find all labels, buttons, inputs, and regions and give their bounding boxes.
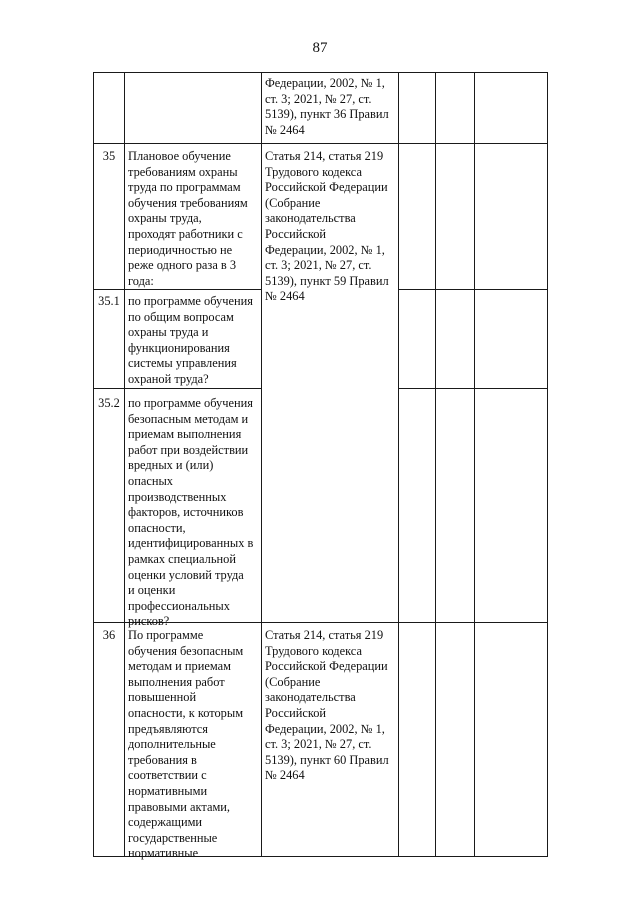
column-divider <box>474 72 475 857</box>
row-divider <box>93 388 261 389</box>
reference-cell: Федерации, 2002, № 1, ст. 3; 2021, № 27, ст. 5139), пункт 36 Правил № 2464 <box>265 76 389 137</box>
row-number: 35 <box>102 149 116 163</box>
question-cell: по программе обучения по общим вопросам охраны труда и функционирования системы управления охраной труда? <box>128 294 253 386</box>
column-divider <box>435 72 436 857</box>
row-number: 36 <box>102 628 116 642</box>
reference-cell: Статья 214, статья 219 Трудового кодекса Российской Федерации (Собрание законодательства Российской Федерации, 2002, № 1, ст. 3; 2021, № 27, ст. 5139), пункт 60 Правил № 2464 <box>265 628 389 783</box>
column-divider <box>124 72 125 857</box>
row-divider <box>398 388 548 389</box>
table-border-left <box>93 72 94 857</box>
table-border-right <box>547 72 548 857</box>
table-border-top <box>93 72 548 73</box>
column-divider <box>398 72 399 857</box>
question-cell: По программе обучения безопасным методам и приемам выполнения работ повышенной опасности, к которым предъявляются дополнительные требования в соответствии с нормативными правовыми актами, содержащими государственные нормативные <box>128 628 244 861</box>
row-number: 35.1 <box>98 294 120 308</box>
row-number: 35.2 <box>98 396 120 410</box>
reference-cell: Статья 214, статья 219 Трудового кодекса Российской Федерации (Собрание законодательства Российской Федерации, 2002, № 1, ст. 3; 2021, № 27, ст. 5139), пункт 59 Правил № 2464 <box>265 149 389 304</box>
question-cell: по программе обучения безопасным методам и приемам выполнения работ при воздействии вредных и (или) опасных производственных факторов, источников опасности, идентифицированных в рамках специальной оценки условий труда и оценки профессиональных рисков? <box>128 396 254 629</box>
row-divider <box>398 289 548 290</box>
column-divider <box>261 72 262 857</box>
row-divider <box>93 143 548 144</box>
question-cell: Плановое обучение требованиям охраны труда по программам обучения требованиям охраны труда, проходят работники с периодичностью не реже одного раза в 3 года: <box>128 149 248 288</box>
page-number: 87 <box>312 40 328 56</box>
